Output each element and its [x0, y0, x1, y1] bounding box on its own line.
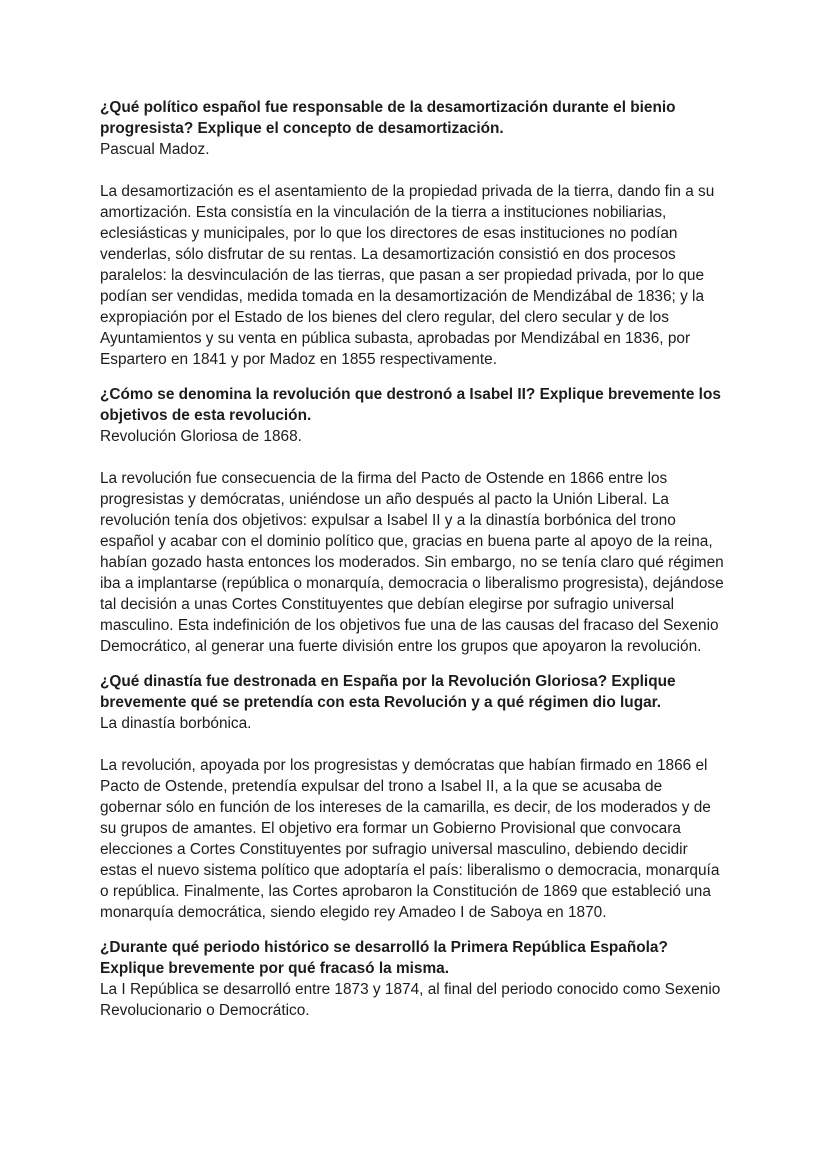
answer-text: La I República se desarrolló entre 1873 y 1874, al final del periodo conocido como Sexenio Revolucionario o Democrático.	[100, 981, 721, 1019]
section-primera-republica	[100, 937, 725, 1021]
document-page	[100, 97, 725, 1035]
answer-paragraph: La desamortización es el asentamiento de la propiedad privada de la tierra, dando fin a su amortización. Esta consistía en la vinculación de la tierra a instituciones nobiliarias, eclesiásticas y municipales, por lo que los directores de esas instituciones no podían venderlas, sólo disfrutar de su rentas. La desamortización consistió en dos procesos paralelos: la desvinculación de las tierras, que pasan a ser propiedad privada, por lo que podían ser vendidas, medida tomada en la desamortización de Mendizábal de 1836; y la expropiación por el Estado de los bienes del clero regular, del clero secular y de los Ayuntamientos y su venta en pública subasta, aprobadas por Mendizábal en 1836, por Espartero en 1841 y por Madoz en 1855 respectivamente.	[100, 183, 715, 368]
question-heading: ¿Qué dinastía fue destronada en España por la Revolución Gloriosa? Explique brevemente qué se pretendía con esta Revolución y a qué régimen dio lugar.	[100, 673, 676, 711]
answer-paragraph: La revolución, apoyada por los progresistas y demócratas que habían firmado en 1866 el Pacto de Ostende, pretendía expulsar del trono a Isabel II, a la que se acusaba de gobernar sólo en función de los intereses de la camarilla, es decir, de los moderados y de su grupos de amantes. El objetivo era formar un Gobierno Provisional que convocara elecciones a Cortes Constituyentes por sufragio universal masculino, debiendo decidir estas el nuevo sistema político que adoptaría el país: liberalismo o democracia, monarquía o república. Finalmente, las Cortes aprobaron la Constitución de 1869 que estableció una monarquía democrática, siendo elegido rey Amadeo I de Saboya en 1870.	[100, 757, 720, 921]
question-heading: ¿Cómo se denomina la revolución que destronó a Isabel II? Explique brevemente los objetivos de esta revolución.	[100, 386, 721, 424]
question-heading: ¿Qué político español fue responsable de la desamortización durante el bienio progresista? Explique el concepto de desamortización.	[100, 99, 676, 137]
section-dinastia	[100, 671, 725, 923]
section-revolucion-gloriosa	[100, 384, 725, 657]
answer-paragraph: La revolución fue consecuencia de la firma del Pacto de Ostende en 1866 entre los progresistas y demócratas, uniéndose un año después al pacto la Unión Liberal. La revolución tenía dos objetivos: expulsar a Isabel II y a la dinastía borbónica del trono español y acabar con el dominio político que, gracias en buena parte al apoyo de la reina, habían gozado hasta entonces los moderados. Sin embargo, no se tenía claro qué régimen iba a implantarse (república o monarquía, democracia o liberalismo progresista), dejándose tal decisión a unas Cortes Constituyentes que debían elegirse por sufragio universal masculino. Esta indefinición de los objetivos fue una de las causas del fracaso del Sexenio Democrático, al generar una fuerte división entre los grupos que apoyaron la revolución.	[100, 470, 724, 655]
answer-text: Pascual Madoz.	[100, 141, 210, 158]
answer-text: La dinastía borbónica.	[100, 715, 252, 732]
section-desamortizacion	[100, 97, 725, 370]
answer-text: Revolución Gloriosa de 1868.	[100, 428, 302, 445]
question-heading: ¿Durante qué periodo histórico se desarrolló la Primera República Española? Explique brevemente por qué fracasó la misma.	[100, 939, 668, 977]
